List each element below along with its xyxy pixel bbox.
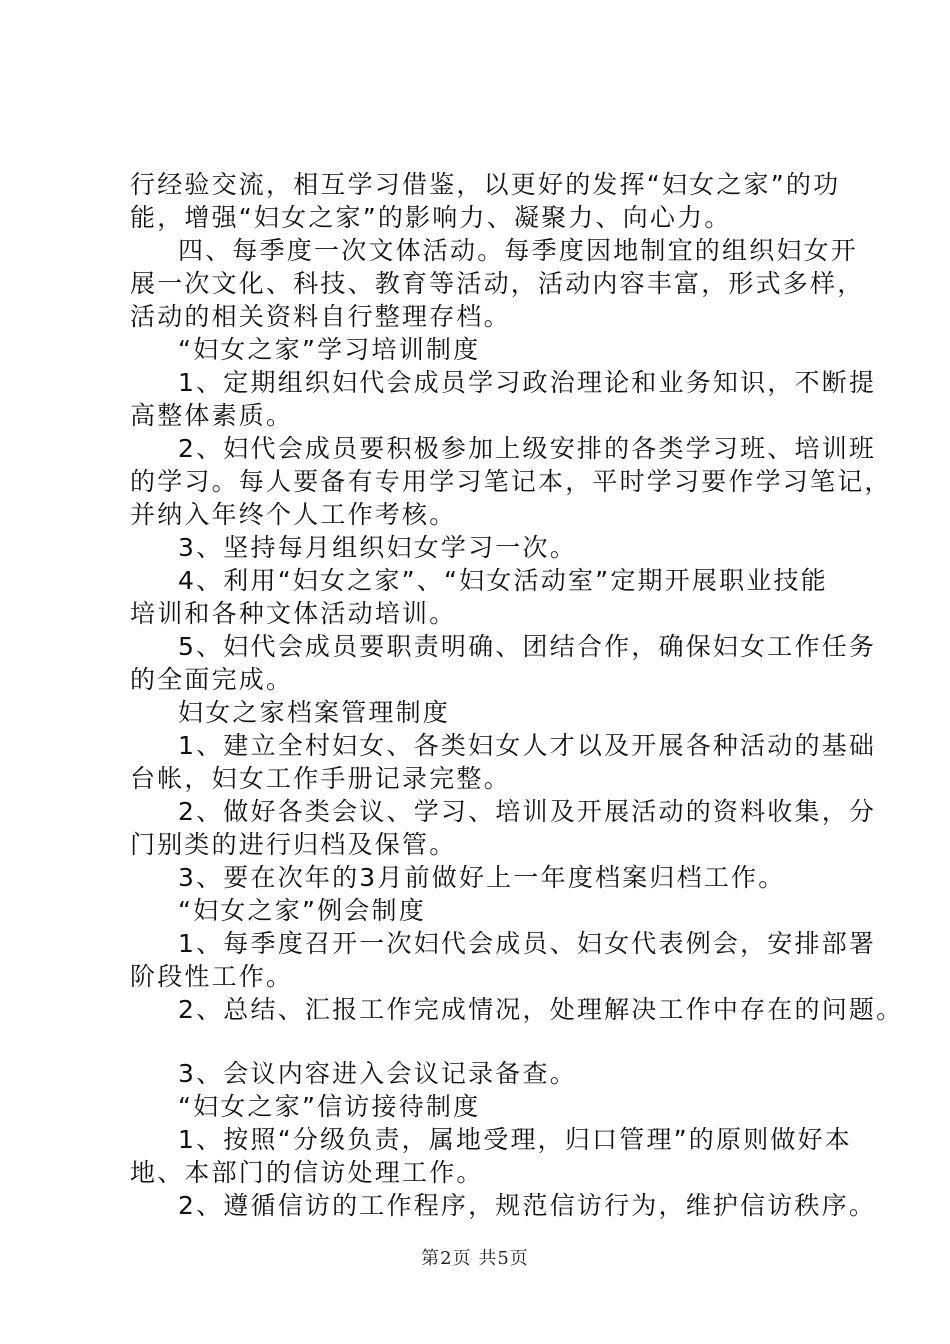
text-line: 1、定期组织妇代会成员学习政治理论和业务知识，不断提 <box>178 368 877 397</box>
text-line: 1、按照“分级负责，属地受理，归口管理”的原则做好本 <box>178 1125 853 1154</box>
text-line: 5、妇代会成员要职责明确、团结合作，确保妇女工作任务 <box>178 632 877 661</box>
text-line: 地、本部门的信访处理工作。 <box>130 1158 484 1187</box>
text-line: “妇女之家”例会制度 <box>178 896 426 925</box>
text-line: 能，增强“妇女之家”的影响力、凝聚力、向心力。 <box>130 203 732 232</box>
page-footer: 第2页 共5页 <box>421 1248 529 1269</box>
text-line: 四、每季度一次文体活动。每季度因地制宜的组织妇女开 <box>178 236 859 265</box>
text-line: 展一次文化、科技、教育等活动，活动内容丰富，形式多样， <box>130 269 865 298</box>
text-line: 门别类的进行归档及保管。 <box>130 830 457 859</box>
text-line: 的全面完成。 <box>130 665 294 694</box>
text-line: 的学习。每人要备有专用学习笔记本，平时学习要作学习笔记， <box>130 467 892 496</box>
text-line: 行经验交流，相互学习借鉴，以更好的发挥“妇女之家”的功 <box>130 170 841 199</box>
text-line: 2、遵循信访的工作程序，规范信访行为，维护信访秩序。 <box>178 1191 877 1220</box>
text-line: 并纳入年终个人工作考核。 <box>130 500 457 529</box>
text-line: 1、每季度召开一次妇代会成员、妇女代表例会，安排部署 <box>178 929 877 958</box>
text-line: 4、利用“妇女之家”、“妇女活动室”定期开展职业技能 <box>178 566 828 595</box>
text-line: 妇女之家档案管理制度 <box>178 698 451 727</box>
text-line: “妇女之家”信访接待制度 <box>178 1092 481 1121</box>
text-line: “妇女之家”学习培训制度 <box>178 335 481 364</box>
text-line: 3、会议内容进入会议记录备查。 <box>178 1059 577 1088</box>
text-line: 2、总结、汇报工作完成情况，处理解决工作中存在的问题。 <box>178 995 904 1024</box>
text-line: 高整体素质。 <box>130 401 294 430</box>
text-line: 1、建立全村妇女、各类妇女人才以及开展各种活动的基础 <box>178 731 877 760</box>
blank-line <box>130 1026 850 1057</box>
text-line: 2、妇代会成员要积极参加上级安排的各类学习班、培训班 <box>178 434 877 463</box>
text-line: 3、要在次年的3月前做好上一年度档案归档工作。 <box>178 863 786 892</box>
text-line: 2、做好各类会议、学习、培训及开展活动的资料收集，分 <box>178 797 877 826</box>
text-line: 培训和各种文体活动培训。 <box>130 599 457 628</box>
text-line: 台帐，妇女工作手册记录完整。 <box>130 764 511 793</box>
text-line: 活动的相关资料自行整理存档。 <box>130 302 511 331</box>
document-body <box>130 168 904 1222</box>
text-line: 阶段性工作。 <box>130 962 294 991</box>
text-line: 3、坚持每月组织妇女学习一次。 <box>178 533 577 562</box>
